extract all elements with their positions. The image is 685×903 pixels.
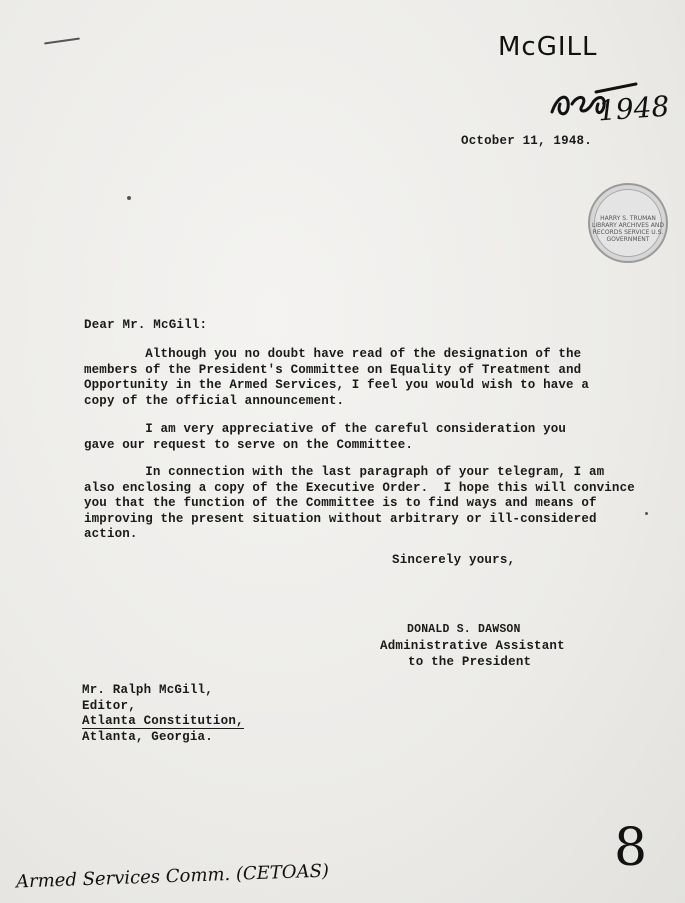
ink-speck — [127, 196, 131, 200]
archive-stamp — [588, 183, 668, 263]
recipient-line4: Atlanta, Georgia. — [82, 730, 213, 744]
closing: Sincerely yours, — [392, 553, 516, 567]
signer-title-line1: Administrative Assistant — [380, 639, 565, 653]
handwritten-year: 1948 — [596, 89, 671, 128]
recipient-line1: Mr. Ralph McGill, — [82, 683, 213, 697]
letter-date: October 11, 1948. — [461, 134, 592, 148]
handwritten-bottom-note: Armed Services Comm. (CETOAS) — [15, 860, 330, 893]
handwritten-page-number: 8 — [614, 818, 648, 878]
signer-name: DONALD S. DAWSON — [407, 623, 521, 636]
body-paragraph-3: In connection with the last paragraph of your telegram, I am also enclosing a copy of the Executive Order. I hope this will convince you that the function of the Committee is to find ways and means of improving the present situation without arbitrary or ill-considered action. — [84, 465, 635, 541]
recipient-line2: Editor, — [82, 699, 136, 713]
archive-stamp-text: HARRY S. TRUMAN LIBRARY ARCHIVES AND RECORDS SERVICE U.S. GOVERNMENT — [592, 215, 664, 243]
salutation: Dear Mr. McGill: — [84, 318, 208, 332]
handwritten-name: McGILL — [498, 32, 598, 62]
body-paragraph-1: Although you no doubt have read of the designation of the members of the President's Committee on Equality of Treatment and Opportunity in the Armed Services, I feel you would wish to have a copy of the official announcement. — [84, 347, 589, 408]
body-paragraph-2: I am very appreciative of the careful consideration you gave our request to serve on the Committee. — [84, 422, 567, 452]
ink-speck — [645, 512, 648, 515]
recipient-line3: Atlanta Constitution, — [82, 714, 244, 728]
signer-title-line2: to the President — [408, 655, 532, 669]
ink-mark — [44, 38, 80, 45]
